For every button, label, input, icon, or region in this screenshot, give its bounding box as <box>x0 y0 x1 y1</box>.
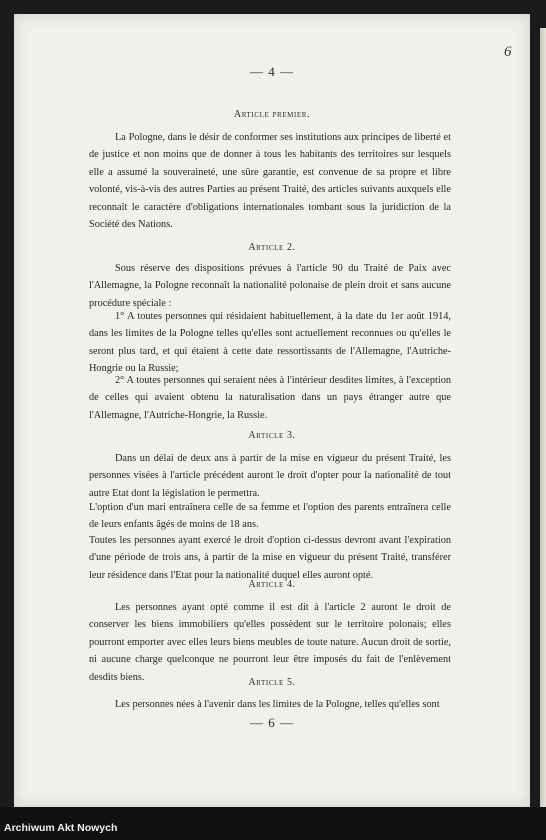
article-title: Article 5. <box>248 677 296 688</box>
page-number-top: — 4 — <box>250 64 294 79</box>
page-edge <box>540 28 546 821</box>
paragraph: Les personnes nées à l'avenir dans les limites de la Pologne, telles qu'elles sont <box>115 699 440 710</box>
paragraph: 1° A toutes personnes qui résidaient habituellement, à la date du 1er août 1914, dans les limites de la Pologne telles qu'elles sont actuellement reconnues ou qu'elles le seront plus tard, et qui étaient à cette date ressortissants de l'Allemagne, l'Autriche-Hongrie ou la Russie; <box>89 311 451 375</box>
paragraph: Dans un délai de deux ans à partir de la mise en vigueur du présent Traité, les personnes visées à l'article précédent auront le droit d'opter pour la nationalité de tout autre Etat dont la législation le permettra. <box>89 453 451 499</box>
archive-label: Archiwum Akt Nowych <box>4 822 118 834</box>
paragraph: 2° A toutes personnes qui seraient nées à l'intérieur desdites limites, à l'exception de celles qui avaient obtenu la naturalisation dans un pays étranger autre que l'Allemagne, l'Autriche-Hongrie, la Russie. <box>89 375 451 421</box>
paragraph: La Pologne, dans le désir de conformer ses institutions aux principes de liberté et de justice et non moins que de donner à tous les habitants des territoires sur lesquels elle a assumé la souveraineté, une sûre garantie, est convenue de sa propre et libre volonté, vis-à-vis des autres Parties au présent Traité, des articles suivants auxquels elle reconnaît le caractère d'obligations internationales tombant sous la juridiction de la Société des Nations. <box>89 132 451 231</box>
paragraph: Les personnes ayant opté comme il est dit à l'article 2 auront le droit de conserver les biens immobiliers qu'elles possèdent sur le territoire polonais; elles pourront emporter avec elles leurs biens meubles de toute nature. Aucun droit de sortie, ni aucune charge quelconque ne pourront leur être imposés du fait de l'enlèvement desdits biens. <box>89 602 451 683</box>
page-number-bottom: — 6 — <box>250 715 294 730</box>
document-page <box>14 14 530 807</box>
article-title: Article 4. <box>248 579 296 590</box>
paragraph: Sous réserve des dispositions prévues à l'article 90 du Traité de Paix avec l'Allemagne, la Pologne reconnaît la nationalité polonaise de plein droit et sans aucune procédure spéciale : <box>89 263 451 309</box>
paragraph: L'option d'un mari entraînera celle de sa femme et l'option des parents entraînera celle de leurs enfants âgés de moins de 18 ans. <box>89 502 451 531</box>
paragraph: Toutes les personnes ayant exercé le droit d'option ci-dessus devront avant l'expiration d'une période de trois ans, à partir de la mise en vigueur du présent Traité, transférer leur résidence dans l'Etat pour la nationalité duquel elles auront opté. <box>89 535 451 581</box>
handwritten-page-mark: 6 <box>504 44 512 60</box>
article-title: Article premier. <box>233 109 311 120</box>
article-title: Article 2. <box>248 242 296 253</box>
article-title: Article 3. <box>248 430 296 441</box>
